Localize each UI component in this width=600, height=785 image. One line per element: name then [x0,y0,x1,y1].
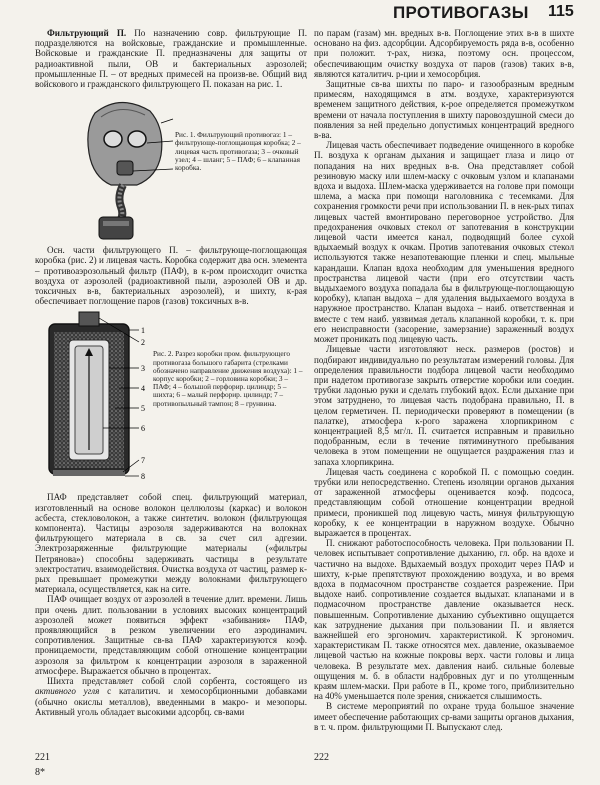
canister-cutaway-illustration [35,310,151,488]
left-column [35,28,307,717]
fig2-label-6: 6 [141,424,145,434]
paragraph-paf-cleaning: ПАФ очищает воздух от аэрозолей в течение длит. времени. Лишь при очень длит. пользовании в условиях высоких концентраций аэрозолей может появиться эффект «забивания» ПАФ, проявляющийся в резком увеличении его аэродинамич. сопротивления. Защитные св-ва ПАФ характеризуются коэф. проницаемости, представляющим собой отношение концентрации аэрозоля за фильтром к концентрации аэрозоля в зараженной атмосфере. Выражается обычно в процентах. [35,594,307,676]
signature-mark: 8* [35,767,45,778]
fig2-label-5: 5 [141,404,145,414]
fig2-label-2: 2 [141,338,145,348]
figure-2-caption: Рис. 2. Разрез коробки пром. фильтрующего противогаза большого габарита (стрелками обозначено направление движения воздуха): 1 – корпус коробки; 2 – горловина коробки; 3 – ПАФ; 4 – большой перфорир. цилиндр; 5 – шихта; 6 – малый перфорир. цилиндр; 7 – противопыльный тампон; 8 – грунвина. [153,349,303,408]
paragraph-sizes: Лицевые части изготовляют неск. размеров (ростов) и подбирают индивидуально по результатам измерений головы. Для определения правильности подбора лицевой части необходимо при надетом противогазе закрыть отверстие коробки или соедин. трубки ладонью руки и сделать глубокий вдох. Если дыхание при этом затруднено, то лицевая часть подобрана правильно, П. в целом герметичен. П. периодически проверяют в помещении (в палатке), атмосфера к-рого заражена хлорпикрином с концентрацией 8,5 мг/л. П. считается исправным и правильно подобранным, если в течение пятиминутного пребывания человека в этом помещении не ощущается раздражения глаз и запаха хлорпикрина. [314,344,574,467]
canister-neck [79,312,99,326]
paragraph-text: Шихта представляет собой слой сорбента, состоящего из [47,676,307,687]
bottom-page-number-left: 221 [35,752,50,763]
paragraph-paf-description: ПАФ представляет собой спец. фильтрующий материал, изготовленный на основе волокон целлюлозы (каркас) и волокон асбеста, стекловолокон, а также синтетич. волокон (фильтрующая компонента). Частицы аэрозоля задерживаются на волокнах фильтрующего материала в св. за счет сил адгезии. Электрозаряженные фильтрующие материалы («фильтры Петрянова») способны задерживать частицы в результате электростатич. взаимодействия. Очистка воздуха от частиц, размер к-рых превышает промежутки между волокнами фильтрующего материала, осуществляется, как на сите. [35,492,307,595]
paragraph-face-piece: Лицевая часть обеспечивает подведение очищенного в коробке П. воздуха к органам дыхания и защищает глаза и лицо от попадания на них вредных в-в. Она представляет собой резиновую маску или шлем-маску с очковым узлом и клапанами вдоха и выдоха. Шлем-маска удерживается на голове при помощи шлема, а маска при помощи наголовника с тесемками. Для сохранения громкости речи при использовании П. в нек-рых типах лицевых частей вмонтировано переговорное устройство. Для предохранения очковых стекол от запотевания в конструкции лицевой части имеется канал, подводящий более сухой вдыхаемый воздух к очкам. Против запотевания очковых стекол используются также незапотевающие пленки и спец. мыльные карандаши. Клапан вдоха необходим для уменьшения вредного пространства лицевой части (при его отсутствии часть выдыхаемого воздуха попадала бы в фильтрующе-поглощающую коробку), клапан выдоха – для удаления выдыхаемого воздуха в наружное пространство. Клапан выдоха – наиб. ответственная и вместе с тем наиб. уязвимая деталь клапанной коробки, т. к. при его неисправности (засорение, замерзание) зараженный воздух может проникать под лицевую часть. [314,140,574,345]
paragraph-sorbent [35,676,307,717]
term-active-carbon: активного угля [35,686,100,697]
term-filtering-gasmask: Фильтрующий П. [47,28,127,38]
paragraph-connection: Лицевая часть соединена с коробкой П. с помощью соедин. трубки или непосредственно. Степень изоляции органов дыхания от зараженной атмосферы оценивается коэф. подсоса, представляющим собой отношение концентрации вредной примеси, проникшей под лицевую часть, минуя фильтрующую коробку, к ее концентрации в наружном воздухе. Обычно выражается в процентах. [314,466,574,538]
dust-tampon [53,470,125,476]
paragraph-text: По назначению совр. фильтрующие П. подразделяются на войсковые, гражданские и промышленные. Войсковые и гражданские П. предназначены для защиты от радиоактивной пыли, ОВ и бактериальных аэрозолей; промышленные П. – от вредных примесей на произв-ве. Общий вид войскового и гражданского фильтрующего П. показан на рис. 1. [35,28,308,90]
paragraph-ergonomics: П. снижают работоспособность человека. При пользовании П. человек испытывает сопротивление дыханию, гл. обр. на вдохе и частично на выдохе. Вдыхаемый воздух проходит через ПАФ и шихту, к-рые препятствуют прохождению воздуха, и во время вдоха в подмасочном пространстве создается разрежение. При выдохе наиб. сопротивление создается выдыхат. клапанами и в подмасочном пространстве давление оказывается неск. повышенным. Сопротивление дыханию субъективно ощущается как затруднение дыхания при пользовании П. и является важнейшей его эргономич. характеристикой. К эргономич. характеристикам П. также относятся мех. давление, оказываемое лицевой частью на кожные покровы верх. части головы и лица человека. В результате мех. давления наиб. сильные болевые ощущения м. б. в области надбровных дуг и по утолщенным краям шлем-маски. При работе в П., кроме того, приблизительно на 40% уменьшается поле зрения, снижается слышимость. [314,538,574,702]
fig2-label-4: 4 [141,384,145,394]
page-header [0,0,600,30]
right-column [314,28,574,732]
paragraph-text: с каталитич. и хемосорбционными добавками (обычно окислы металлов), введенными в макро- и мезопоры. Активный уголь обладает высокими адсорбц. св-вами [35,686,307,717]
fig2-label-1: 1 [141,326,145,336]
paragraph-protective-properties: Защитные св-ва шихты по паро- и газообразным вредным примесям, находящимся в атм. воздухе, характеризуются временем защитного действия, к-рое определяется промежутком времени от начала поступления в шихту паровоздушной смеси до появления за ней предельно допустимых концентраций вредного в-ва. [314,79,574,141]
page-number: 115 [548,3,574,20]
figure-1-caption: Рис. 1. Фильтрующий противогаз: 1 – фильтрующе-поглощающая коробка; 2 – лицевая часть противогаза; 3 – очковый узел; 4 – шланг; 5 – ПАФ; 6 – клапанная коробка. [175,130,301,173]
paragraph-adsorption: по парам (газам) мн. вредных в-в. Поглощение этих в-в в шихте основано на физ. адсорбции. Адсорбируемость ряда в-в, особенно при положит. т-рах, низка, поэтому осн. процессом, обеспечивающим очистку воздуха от паров (газов) таких в-в, являются каталитич. р-ции и хемосорбция. [314,28,574,79]
paragraph-main-parts: Осн. части фильтрующего П. – фильтрующе-поглощающая коробка (рис. 2) и лицевая часть. Коробка содержит два осн. элемента – противоаэрозольный фильтр (ПАФ), в к-ром происходит очистка воздуха от аэрозолей (радиоактивной пыли, аэрозолей ОВ и др. токсичных в-в, бактериальных аэрозолей), и шихту, к-рая обеспечивает поглощение паров (газов) токсичных в-в. [35,245,307,307]
paragraph-labor-safety: В системе мероприятий по охране труда большое значение имеет обеспечение работающих ср-вами защиты органов дыхания, в т. ч. пром. фильтрующими П. Выпускают след. [314,701,574,732]
fig2-label-8: 8 [141,472,145,482]
gas-mask-illustration [65,93,175,241]
running-title: ПРОТИВОГАЗЫ [393,3,529,22]
paragraph-filtering-gasmask [35,28,307,89]
bottom-page-number-right: 222 [314,752,329,763]
figure-2 [35,310,307,488]
fig2-label-3: 3 [141,364,145,374]
figure-1 [35,93,307,241]
fig2-label-7: 7 [141,456,145,466]
